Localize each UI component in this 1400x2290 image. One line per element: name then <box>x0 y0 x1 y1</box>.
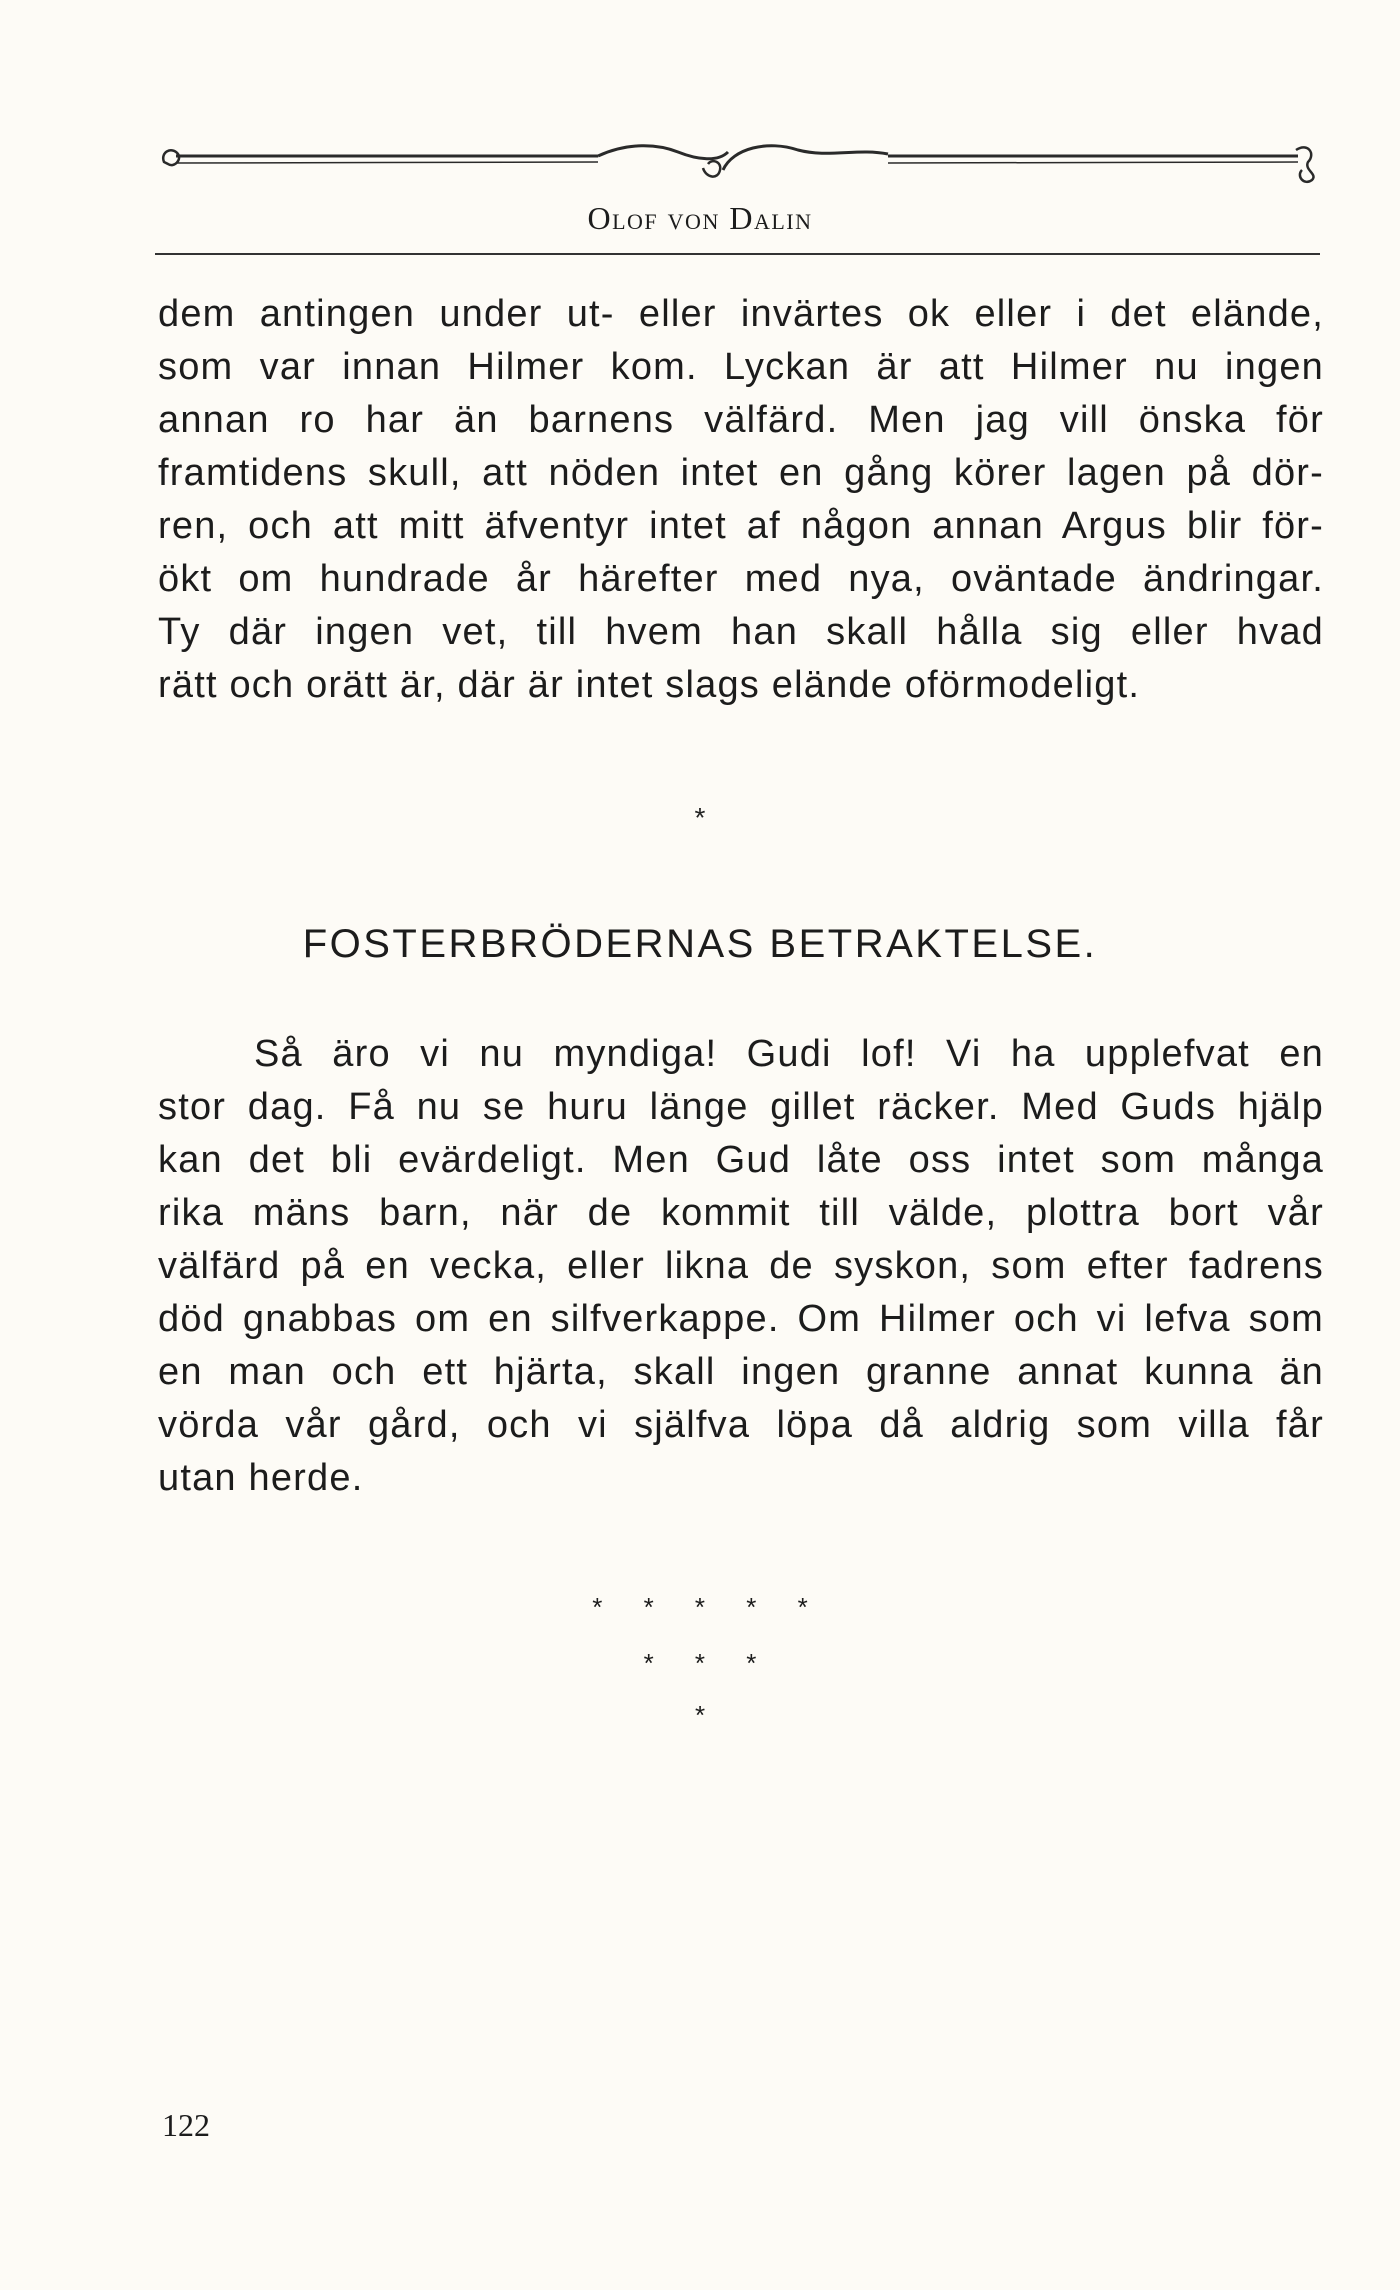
section-heading: FOSTERBRÖDERNAS BETRAKTELSE. <box>302 922 1098 966</box>
text-line: Så äro vi nu myndiga! Gudi lof! Vi ha upplefvat en <box>254 1033 1324 1075</box>
text-line: rätt och orätt är, där är intet slags elände oförmodeligt. <box>158 664 1141 706</box>
text-line: dem antingen under ut- eller invärtes ok eller i det elände, <box>158 293 1324 335</box>
text-line: kan det bli evärdeligt. Men Gud låte oss intet som många <box>158 1139 1324 1181</box>
section-asterisk: * <box>694 802 706 833</box>
header-ornament <box>158 140 1318 200</box>
running-head: Olof von Dalin <box>587 200 813 236</box>
text-line: annan ro har än barnens välfärd. Men jag vill önska för <box>158 399 1324 441</box>
text-line: välfärd på en vecka, eller likna de syskon, som efter fadrens <box>158 1245 1324 1287</box>
text-line: vörda vår gård, och vi själfva löpa då aldrig som villa får <box>158 1404 1324 1446</box>
text-line: rika mäns barn, när de kommit till välde, plottra bort vår <box>158 1192 1324 1234</box>
end-ornament-row-3: * <box>694 1700 706 1730</box>
end-ornament-row-2: * * * <box>643 1648 757 1678</box>
text-line: Ty där ingen vet, till hvem han skall hålla sig eller hvad <box>158 611 1324 653</box>
paragraph-2 <box>158 1028 1324 1505</box>
text-line: en man och ett hjärta, skall ingen granne annat kunna än <box>158 1351 1324 1393</box>
end-ornament-row-1: * * * * * <box>592 1592 808 1622</box>
text-line: ökt om hundrade år härefter med nya, oväntade ändringar. <box>158 558 1324 600</box>
text-line: ren, och att mitt äfventyr intet af någon annan Argus blir för- <box>158 505 1324 547</box>
text-line: utan herde. <box>158 1457 364 1499</box>
text-line: framtidens skull, att nöden intet en gång körer lagen på dör- <box>158 452 1324 494</box>
page-number: 122 <box>162 2107 210 2143</box>
header-rule <box>155 253 1320 255</box>
text-line: stor dag. Få nu se huru länge gillet räcker. Med Guds hjälp <box>158 1086 1324 1128</box>
paragraph-1 <box>158 288 1324 712</box>
text-line: som var innan Hilmer kom. Lyckan är att Hilmer nu ingen <box>158 346 1324 388</box>
text-line: död gnabbas om en silfverkappe. Om Hilmer och vi lefva som <box>158 1298 1324 1340</box>
